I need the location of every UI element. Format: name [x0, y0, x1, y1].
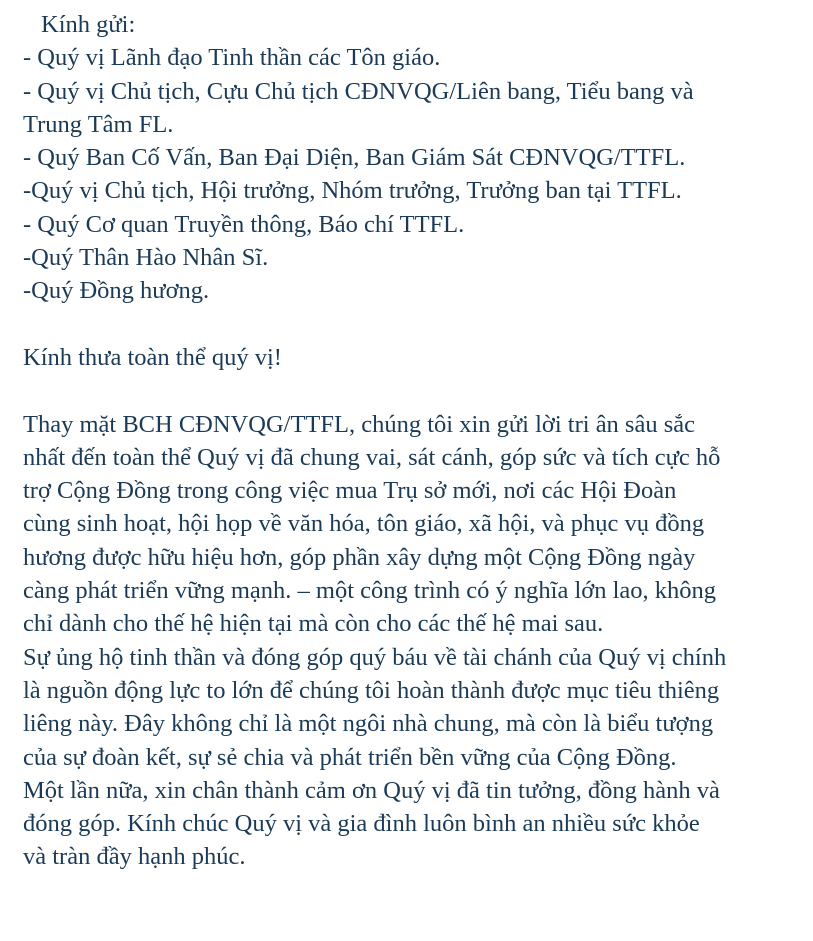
recipient-line: - Quý Ban Cố Vấn, Ban Đại Diện, Ban Giám Sát CĐNVQG/TTFL. — [23, 144, 686, 172]
recipient-item — [23, 274, 798, 307]
blank-line — [23, 374, 798, 407]
body-line: là nguồn động lực to lớn để chúng tôi hoàn thành được mục tiêu thiêng — [23, 676, 720, 704]
letter-document — [23, 8, 798, 874]
body-line: Sự ủng hộ tinh thần và đóng góp quý báu về tài chánh của Quý vị chính — [23, 643, 727, 671]
recipient-line: - Quý vị Lãnh đạo Tinh thần các Tôn giáo. — [23, 44, 441, 72]
body-paragraph — [23, 408, 798, 641]
recipient-list — [23, 41, 798, 307]
recipient-line: -Quý Thân Hào Nhân Sĩ. — [23, 244, 269, 272]
recipient-item — [23, 75, 798, 142]
greeting: Kính gửi: — [41, 11, 136, 38]
body-line: liêng này. Đây không chỉ là một ngôi nhà chung, mà còn là biểu tượng — [23, 710, 714, 738]
body-line: Một lần nữa, xin chân thành cảm ơn Quý vị đã tin tưởng, đồng hành và — [23, 776, 720, 804]
body-line: Thay mặt BCH CĐNVQG/TTFL, chúng tôi xin gửi lời tri ân sâu sắc — [23, 410, 696, 438]
body-paragraph — [23, 774, 798, 874]
body-line: càng phát triển vững mạnh. – một công trình có ý nghĩa lớn lao, không — [23, 577, 717, 605]
salutation: Kính thưa toàn thể quý vị! — [23, 343, 282, 371]
recipient-item — [23, 241, 798, 274]
body-line: hương được hữu hiệu hơn, góp phần xây dựng một Cộng Đồng ngày — [23, 543, 696, 571]
recipient-item — [23, 41, 798, 74]
body-line: nhất đến toàn thể Quý vị đã chung vai, sát cánh, góp sức và tích cực hỗ — [23, 443, 721, 471]
recipient-item — [23, 174, 798, 207]
recipient-line: -Quý Đồng hương. — [23, 277, 210, 305]
body-paragraph — [23, 641, 798, 774]
blank-line — [23, 308, 798, 341]
recipient-line: - Quý Cơ quan Truyền thông, Báo chí TTFL. — [23, 210, 465, 238]
recipient-item — [23, 141, 798, 174]
recipient-line: -Quý vị Chủ tịch, Hội trưởng, Nhóm trưởng, Trưởng ban tại TTFL. — [23, 177, 682, 205]
recipient-item — [23, 208, 798, 241]
body-line: trợ Cộng Đồng trong công việc mua Trụ sở mới, nơi các Hội Đoàn — [23, 477, 677, 505]
recipient-line: Trung Tâm FL. — [23, 110, 174, 138]
body-line: đóng góp. Kính chúc Quý vị và gia đình luôn bình an nhiều sức khỏe — [23, 810, 700, 838]
body-line: cùng sinh hoạt, hội họp về văn hóa, tôn giáo, xã hội, và phục vụ đồng — [23, 510, 705, 538]
body-line: và tràn đầy hạnh phúc. — [23, 843, 246, 871]
body-line: chỉ dành cho thế hệ hiện tại mà còn cho các thế hệ mai sau. — [23, 610, 604, 638]
recipient-line: - Quý vị Chủ tịch, Cựu Chủ tịch CĐNVQG/Liên bang, Tiểu bang và — [23, 77, 694, 105]
body-line: của sự đoàn kết, sự sẻ chia và phát triển bền vững của Cộng Đồng. — [23, 743, 677, 771]
